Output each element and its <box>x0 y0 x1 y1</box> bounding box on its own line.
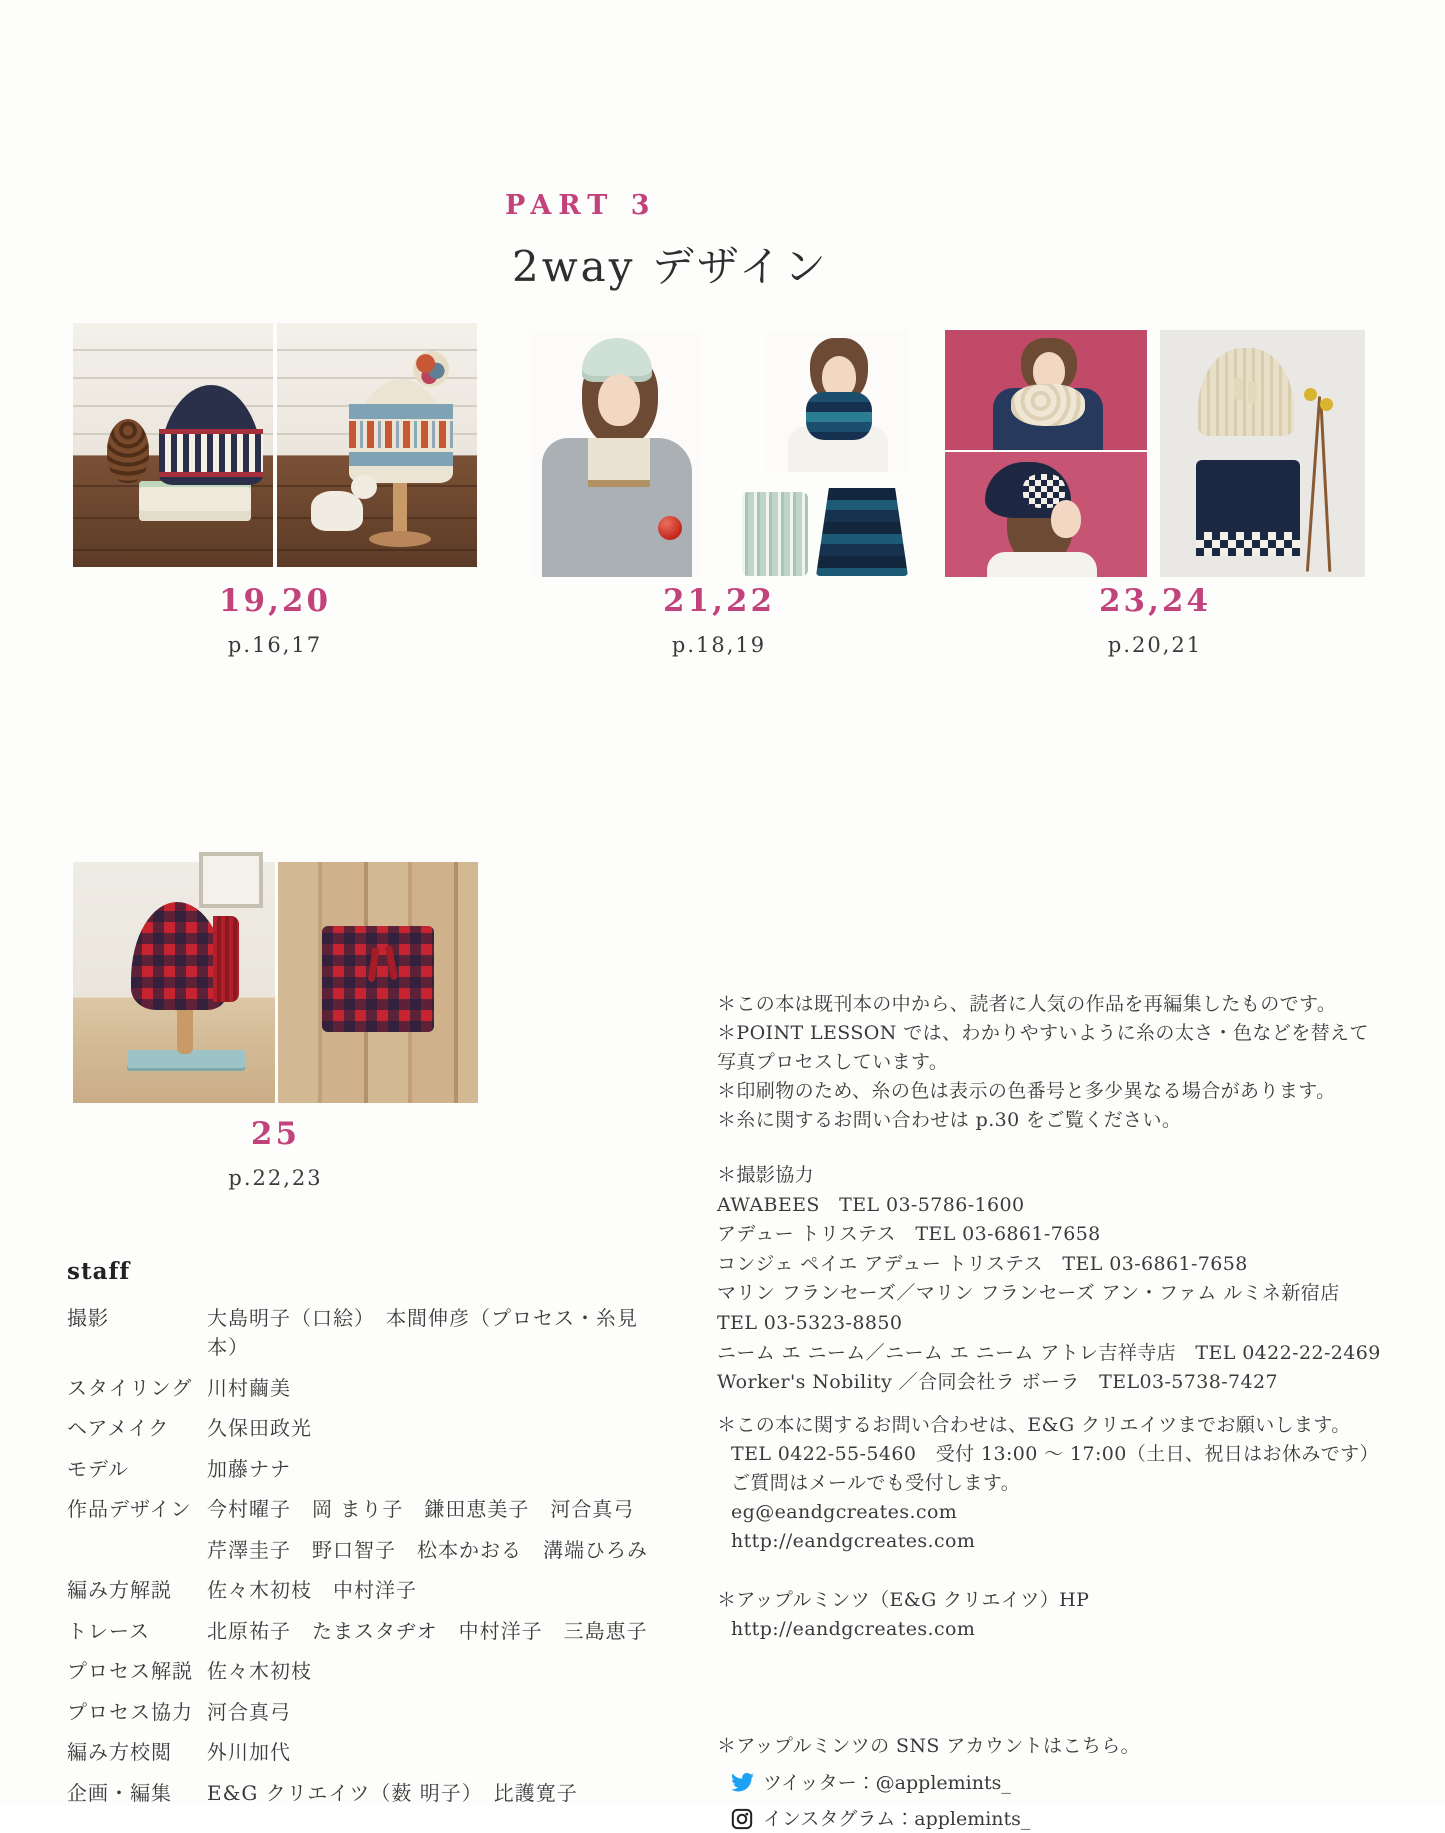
hat-tassel <box>1248 382 1257 404</box>
dress-panel <box>588 438 650 487</box>
item-pages: p.22,23 <box>228 1166 323 1190</box>
staff-names: 外川加代 <box>207 1740 291 1764</box>
staff-row <box>67 1574 667 1603</box>
photo-item20-cream-hat <box>277 323 477 567</box>
staff-role: 編み方校閲 <box>67 1740 172 1764</box>
staff-row <box>67 1655 667 1684</box>
note-line: ＊この本は既刊本の中から、読者に人気の作品を再編集したものです。 <box>717 993 1337 1015</box>
staff-names: E&G クリエイツ（薮 明子） 比護寛子 <box>207 1780 578 1805</box>
staff-role: プロセス協力 <box>67 1699 193 1724</box>
staff-row <box>67 1615 667 1644</box>
item-number: 19,20 <box>218 583 332 619</box>
red-pattern-band <box>349 421 453 448</box>
contact-email: eg@eandgcreates.com <box>731 1500 958 1523</box>
photo-cooperation-block <box>717 1161 1387 1398</box>
item-pages: p.20,21 <box>1107 633 1203 657</box>
white-top <box>987 552 1097 577</box>
staff-list <box>67 1302 667 1817</box>
photo-item25-plaid-pouch <box>278 862 478 1103</box>
instagram-handle: インスタグラム：applemints_ <box>763 1807 1031 1830</box>
caption-items-21-22 <box>530 583 908 657</box>
cooperation-entry: アデュー トリステス TEL 03-6861-7658 <box>717 1223 1101 1246</box>
model-face <box>1051 500 1081 538</box>
staff-names: 加藤ナナ <box>207 1456 291 1481</box>
cooperation-entry: マリン フランセーズ／マリン フランセーズ アン・ファム ルミネ新宿店 TEL 03-5323-8850 <box>717 1282 1360 1334</box>
blue-band <box>349 452 453 467</box>
contact-tel: TEL 0422-55-5460 受付 13:00 ～ 17:00（土日、祝日はお休みです） <box>731 1442 1379 1465</box>
staff-role: 企画・編集 <box>67 1780 172 1805</box>
dog-figurine-head <box>351 475 377 499</box>
sns-heading: ＊アップルミンツの SNS アカウントはこちら。 <box>717 1734 1141 1757</box>
staff-role <box>67 1534 207 1563</box>
hat-tassel <box>1234 378 1243 400</box>
hp-heading: ＊アップルミンツ（E&G クリエイツ）HP <box>717 1588 1090 1611</box>
photo-item24-model-check-hat <box>945 452 1147 577</box>
cream-cowl <box>1011 384 1085 426</box>
cooperation-entry: AWABEES TEL 03-5786-1600 <box>717 1193 1025 1216</box>
contact-intro: ＊この本に関するお問い合わせは、E&G クリエイツまでお願いします。 <box>717 1413 1351 1436</box>
staff-row <box>67 1453 667 1482</box>
staff-heading: staff <box>67 1258 131 1285</box>
item-pages: p.18,19 <box>671 633 767 657</box>
notes-block <box>717 990 1387 1135</box>
flower-stem <box>1320 406 1332 572</box>
flower-stem <box>1306 396 1321 572</box>
photo-flatlay-hat-skirt <box>1160 330 1365 577</box>
product-mint-cowl <box>742 492 808 576</box>
fairisle-band <box>159 429 263 477</box>
staff-names: 大島明子（口絵） 本間伸彦（プロセス・糸見本） <box>207 1306 638 1359</box>
item-number: 23,24 <box>1098 583 1212 619</box>
staff-role: プロセス解説 <box>67 1659 193 1683</box>
staff-row <box>67 1777 667 1806</box>
staff-row <box>67 1696 667 1725</box>
red-plaid-pouch <box>322 926 434 1032</box>
contact-mail-note: ご質問はメールでも受付します。 <box>731 1471 1021 1494</box>
staff-role: スタイリング <box>67 1375 193 1400</box>
blue-band <box>349 404 453 419</box>
staff-names: 北原祐子 たまスタヂオ 中村洋子 三島恵子 <box>207 1618 648 1643</box>
dog-figurine <box>311 491 363 531</box>
item-number: 25 <box>250 1116 301 1152</box>
yellow-craspedia <box>1304 388 1317 401</box>
model-face <box>598 374 640 426</box>
caption-item-25 <box>73 1116 478 1190</box>
navy-check-hem-skirt <box>1196 460 1300 556</box>
hat-stand-base <box>369 531 431 547</box>
staff-row <box>67 1412 667 1441</box>
checkerboard-hem <box>1196 532 1300 556</box>
cream-drawstring-hat <box>1198 348 1294 436</box>
caption-items-19-20 <box>73 583 477 657</box>
instagram-icon <box>729 1807 755 1831</box>
pompom <box>413 351 449 387</box>
staff-role: 編み方解説 <box>67 1578 172 1602</box>
item-number: 21,22 <box>662 583 776 619</box>
note-line: ＊糸に関するお問い合わせは p.30 をご覧ください。 <box>717 1109 1182 1131</box>
picture-frame <box>199 852 263 908</box>
cooperation-heading: ＊撮影協力 <box>717 1164 815 1186</box>
item-pages: p.16,17 <box>227 633 323 657</box>
sns-twitter-row <box>717 1769 1387 1797</box>
staff-row <box>67 1493 667 1522</box>
staff-role: 撮影 <box>67 1306 109 1330</box>
staff-names: 佐々木初枝 <box>207 1659 312 1683</box>
staff-names: 芹澤圭子 野口智子 松本かおる 溝端ひろみ <box>207 1537 648 1562</box>
cooperation-entry: Worker's Nobility ／合同会社ラ ボーラ TEL03-5738-7427 <box>717 1371 1279 1394</box>
staff-row <box>67 1372 667 1401</box>
contact-block <box>717 1411 1387 1556</box>
sns-block <box>717 1732 1387 1833</box>
staff-names: 佐々木初枝 中村洋子 <box>207 1578 417 1602</box>
cream-box <box>139 481 251 521</box>
homepage-block <box>717 1586 1387 1644</box>
apple <box>658 516 682 540</box>
staff-role: 作品デザイン <box>67 1497 192 1521</box>
twitter-handle: ツイッター：@applemints_ <box>763 1771 1011 1794</box>
page-title: 2way デザイン <box>512 242 829 291</box>
photo-item23-model-cream-cowl <box>945 330 1147 450</box>
photo-item21-model-mint-hat <box>530 330 702 577</box>
staff-names: 今村曜子 岡 まり子 鎌田恵美子 河合真弓 <box>207 1497 635 1521</box>
photo-item19-navy-hat <box>73 323 273 567</box>
info-column <box>717 990 1387 1833</box>
hp-url: http://eandgcreates.com <box>731 1617 976 1640</box>
staff-row <box>67 1302 667 1360</box>
note-line: ＊印刷物のため、糸の色は表示の色番号と多少異なる場合があります。 <box>717 1080 1336 1102</box>
staff-role: ヘアメイク <box>67 1416 170 1440</box>
cooperation-entry: ニーム エ ニーム／ニーム エ ニーム アトレ吉祥寺店 TEL 0422-22-2469 <box>717 1341 1381 1364</box>
sns-instagram-row <box>717 1805 1387 1833</box>
contact-url: http://eandgcreates.com <box>731 1529 976 1552</box>
staff-row <box>67 1736 667 1765</box>
cooperation-entry: コンジェ ペイエ アデュー トリステス TEL 03-6861-7658 <box>717 1252 1248 1275</box>
teal-cowl <box>806 392 872 440</box>
note-line: ＊POINT LESSON では、わかりやすいように糸の太さ・色などを替えて写真プロセスしています。 <box>717 1022 1369 1073</box>
twitter-icon <box>729 1771 755 1795</box>
part-label: PART 3 <box>505 190 657 221</box>
photo-item22-model-cowl <box>766 330 908 472</box>
caption-items-23-24 <box>945 583 1365 657</box>
staff-names: 久保田政光 <box>207 1416 312 1440</box>
staff-role: トレース <box>67 1618 150 1643</box>
staff-names: 河合真弓 <box>207 1699 291 1724</box>
staff-row <box>67 1534 667 1563</box>
yellow-craspedia <box>1320 398 1333 411</box>
staff-names: 川村繭美 <box>207 1375 291 1400</box>
hat-fringe <box>213 916 239 1002</box>
photo-item25-plaid-hat <box>73 862 275 1103</box>
pinecone <box>107 419 149 483</box>
staff-role: モデル <box>67 1456 129 1481</box>
product-navy-skirt <box>816 488 908 576</box>
